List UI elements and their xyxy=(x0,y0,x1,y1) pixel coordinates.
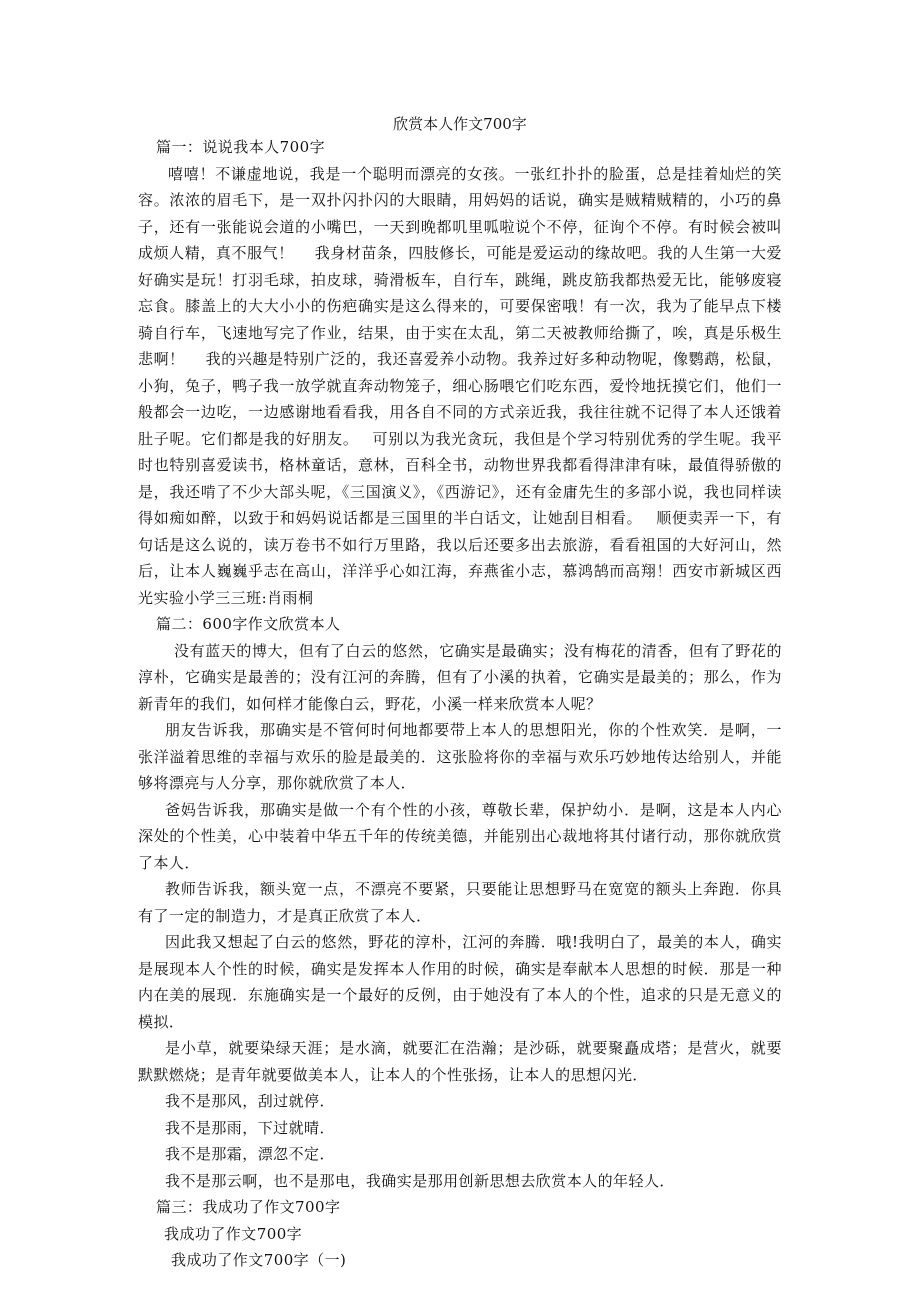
section-2-paragraph-1: 没有蓝天的博大，但有了白云的悠然，它确实是最确实；没有梅花的清香，但有了野花的淳朴，它确实是最善的；没有江河的奔腾，但有了小溪的执着，它确实是最美的；那么，作为新青年的我们，如何样才能像白云，野花，小溪一样来欣赏本人呢？ xyxy=(138,641,782,713)
section-2-line-9: 我不是那霜，漂忽不定． xyxy=(165,1145,335,1163)
section-2-paragraph-4: 教师告诉我，额头宽一点，不漂亮不要紧，只要能让思想野马在宽宽的额头上奔跑．你具有了一定的制造力，才是真正欣赏了本人． xyxy=(138,880,782,925)
section-2-line-10: 我不是那云啊，也不是那电，我确实是那用创新思想去欣赏本人的年轻人． xyxy=(165,1171,675,1190)
section-2-line-8: 我不是那雨，下过就晴． xyxy=(165,1118,335,1137)
section-2-line-7: 我不是那风，刮过就停． xyxy=(165,1092,335,1110)
section-heading-1: 篇一：说说我本人700字 xyxy=(156,138,326,156)
section-heading-3: 篇三：我成功了作文700字 xyxy=(156,1198,341,1216)
document-title: 欣赏本人作文700字 xyxy=(393,115,527,133)
section-3-line-2: 我成功了作文700字（一) xyxy=(171,1251,347,1269)
document-body xyxy=(138,134,782,1274)
section-2-paragraph-5: 因此我又想起了白云的悠然，野花的淳朴，江河的奔腾．哦!我明白了，最美的本人，确实是展现本人个性的时候，确实是发挥本人作用的时候，确实是奉献本人思想的时候．那是一种内在美的展现．东施确实是一个最好的反例，由于她没有了本人的个性，追求的只是无意义的模拟． xyxy=(138,933,782,1031)
section-1-paragraph: 嘻嘻！不谦虚地说，我是一个聪明而漂亮的女孩。一张红扑扑的脸蛋，总是挂着灿烂的笑容。浓浓的眉毛下，是一双扑闪扑闪的大眼睛，用妈妈的话说，确实是贼精贼精的，小巧的鼻子，还有一张能说会道的小嘴巴，一天到晚都叽里呱啦说个不停，征询个不停。有时候会被叫成烦人精，真不服气！ 我身材苗条，四肢修长，可能是爱运动的缘故吧。我的人生第一大爱好确实是玩！打羽毛球，拍皮球，骑滑板车，自行车，跳绳，跳皮筋我都热爱无比，能够废寝忘食。膝盖上的大大小小的伤疤确实是这么得来的，可要保密哦！有一次，我为了能早点下楼骑自行车，飞速地写完了作业，结果，由于实在太乱，第二天被教师给撕了，唉，真是乐极生悲啊！ 我的兴趣是特别广泛的，我还喜爱养小动物。我养过好多种动物呢，像鹦鹉，松鼠，小狗，兔子，鸭子我一放学就直奔动物笼子，细心肠喂它们吃东西，爱怜地抚摸它们，他们一般都会一边吃，一边感谢地看看我，用各自不同的方式亲近我，我往往就不记得了本人还饿着肚子呢。它们都是我的好朋友。 可别以为我光贪玩，我但是个学习特别优秀的学生呢。我平时也特别喜爱读书，格林童话，意林，百科全书，动物世界我都看得津津有味，最值得骄傲的是，我还啃了不少大部头呢，《三国演义》，《西游记》，还有金庸先生的多部小说，我也同样读得如痴如醉，以致于和妈妈说话都是三国里的半白话文，让她刮目相看。 顺便卖弄一下，有句话是这么说的，读万卷书不如行万里路，我以后还要多出去旅游，看看祖国的大好河山，然后，让本人巍巍乎志在高山，洋洋乎心如江海，弃燕雀小志，慕鸿鹄而高翔！西安市新城区西光实验小学三三班:肖雨桐 xyxy=(138,164,782,607)
section-3-line-1: 我成功了作文700字 xyxy=(164,1224,303,1243)
section-2-paragraph-3: 爸妈告诉我，那确实是做一个有个性的小孩，尊敬长辈，保护幼小．是啊，这是本人内心深处的个性美，心中装着中华五千年的传统美德，并能别出心裁地将其付诸行动，那你就欣赏了本人． xyxy=(138,800,782,872)
section-2-paragraph-2: 朋友告诉我，那确实是不管何时何地都要带上本人的思想阳光，你的个性欢笑．是啊，一张洋溢着思维的幸福与欢乐的脸是最美的．这张脸将你的幸福与欢乐巧妙地传达给别人，并能够将漂亮与人分享，那你就欣赏了本人． xyxy=(138,721,782,792)
section-heading-2: 篇二：600字作文欣赏本人 xyxy=(156,615,341,633)
section-2-paragraph-6: 是小草，就要染绿天涯；是水滴，就要汇在浩瀚；是沙砾，就要聚矗成塔；是营火，就要默默燃烧；是青年就要做美本人，让本人的个性张扬，让本人的思想闪光． xyxy=(138,1039,782,1084)
